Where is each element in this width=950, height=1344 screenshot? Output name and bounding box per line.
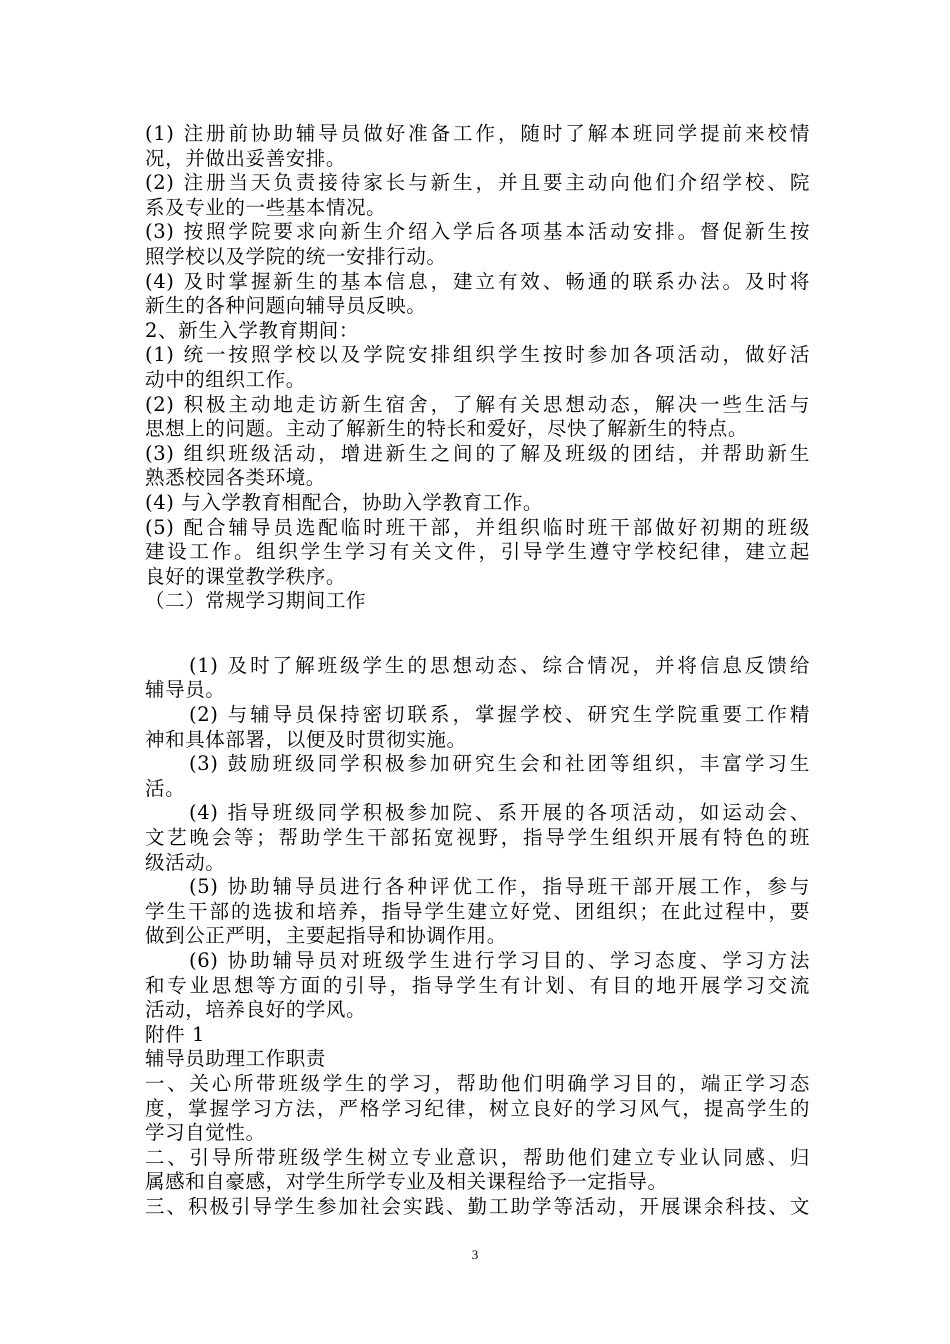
paragraph [145, 589, 810, 614]
paragraph [145, 393, 810, 442]
paragraph [145, 654, 810, 703]
text-line: (5) 协助辅导员进行各种评优工作，指导班干部开展工作，参与 [189, 875, 810, 899]
section-gap [145, 614, 810, 654]
text-line: 新生的各种问题向辅导员反映。 [145, 294, 427, 318]
paragraph [145, 875, 810, 949]
text-line: 活。 [145, 776, 186, 800]
text-line: 二、引导所带班级学生树立专业意识，帮助他们建立专业认同感、归 [145, 1145, 810, 1169]
paragraph [145, 1023, 810, 1048]
text-line: (5) 配合辅导员选配临时班干部，并组织临时班干部做好初期的班级 [145, 515, 810, 539]
text-line: (2) 注册当天负责接待家长与新生，并且要主动向他们介绍学校、院 [145, 171, 810, 195]
text-line: (1) 注册前协助辅导员做好准备工作，随时了解本班同学提前来校情 [145, 122, 810, 145]
text-line: 做到公正严明，主要起指导和协调作用。 [145, 924, 507, 948]
text-line: 系及专业的一些基本情况。 [145, 195, 387, 219]
paragraph [145, 949, 810, 1023]
text-line: (3) 鼓励班级同学积极参加研究生会和社团等组织，丰富学习生 [189, 752, 810, 776]
text-line: (3) 按照学院要求向新生介绍入学后各项基本活动安排。督促新生按 [145, 220, 810, 244]
text-line: (1) 统一按照学校以及学院安排组织学生按时参加各项活动，做好活 [145, 343, 810, 367]
text-line: 况，并做出妥善安排。 [145, 146, 347, 170]
text-line: 熟悉校园各类环境。 [145, 466, 326, 490]
paragraph [145, 491, 810, 516]
paragraph [145, 220, 810, 269]
text-line: (4) 与入学教育相配合，协助入学教育工作。 [145, 490, 544, 514]
paragraph [145, 1072, 810, 1146]
text-line: 文艺晚会等；帮助学生干部拓宽视野，指导学生组织开展有特色的班 [145, 826, 810, 850]
text-line: (2) 与辅导员保持密切联系，掌握学校、研究生学院重要工作精 [189, 703, 810, 727]
paragraph [145, 270, 810, 319]
paragraph [145, 343, 810, 392]
text-line: 一、关心所带班级学生的学习，帮助他们明确学习目的，端正学习态 [145, 1071, 810, 1095]
text-line: 学生干部的选拔和培养，指导学生建立好党、团组织；在此过程中，要 [145, 899, 810, 923]
text-line: 辅导员助理工作职责 [145, 1047, 326, 1071]
paragraph [145, 752, 810, 801]
text-line: 辅导员。 [145, 678, 226, 702]
text-line: 照学校以及学院的统一安排行动。 [145, 244, 447, 268]
text-line: 属感和自豪感，对学生所学专业及相关课程给予一定指导。 [145, 1170, 668, 1194]
text-line: 三、积极引导学生参加社会实践、勤工助学等活动，开展课余科技、文 [145, 1194, 810, 1218]
paragraph [145, 703, 810, 752]
text-line: (2) 积极主动地走访新生宿舍，了解有关思想动态，解决一些生活与 [145, 392, 810, 416]
text-line: 级活动。 [145, 850, 226, 874]
text-line: （二）常规学习期间工作 [145, 589, 367, 613]
text-line: 附件 1 [145, 1022, 206, 1046]
text-line: 学习自觉性。 [145, 1121, 266, 1145]
text-line: (4) 及时掌握新生的基本信息，建立有效、畅通的联系办法。及时将 [145, 269, 810, 293]
paragraph [145, 442, 810, 491]
paragraph [145, 122, 810, 171]
text-line: 思想上的问题。主动了解新生的特长和爱好，尽快了解新生的特点。 [145, 417, 749, 441]
document-body [145, 122, 810, 1220]
text-line: 神和具体部署，以便及时贯彻实施。 [145, 727, 467, 751]
text-line: (1) 及时了解班级学生的思想动态、综合情况，并将信息反馈给 [189, 653, 810, 677]
text-line: (3) 组织班级活动，增进新生之间的了解及班级的团结，并帮助新生 [145, 441, 810, 465]
page-number: 3 [471, 1247, 479, 1262]
text-line: 动中的组织工作。 [145, 367, 306, 391]
text-line: 建设工作。组织学生学习有关文件，引导学生遵守学校纪律，建立起 [145, 540, 810, 564]
paragraph [145, 801, 810, 875]
text-line: 和专业思想等方面的引导，指导学生有计划、有目的地开展学习交流 [145, 973, 810, 997]
paragraph [145, 1195, 810, 1220]
paragraph [145, 1047, 810, 1072]
paragraph [145, 171, 810, 220]
text-line: 2、新生入学教育期间： [145, 318, 360, 342]
paragraph [145, 1146, 810, 1195]
paragraph [145, 516, 810, 590]
text-line: 良好的课堂教学秩序。 [145, 564, 347, 588]
text-line: 活动，培养良好的学风。 [145, 998, 367, 1022]
text-line: (6) 协助辅导员对班级学生进行学习目的、学习态度、学习方法 [189, 949, 810, 972]
text-line: 度，掌握学习方法，严格学习纪律，树立良好的学习风气，提高学生的 [145, 1096, 810, 1120]
paragraph [145, 319, 810, 344]
text-line: (4) 指导班级同学积极参加院、系开展的各项活动，如运动会、 [189, 801, 810, 825]
